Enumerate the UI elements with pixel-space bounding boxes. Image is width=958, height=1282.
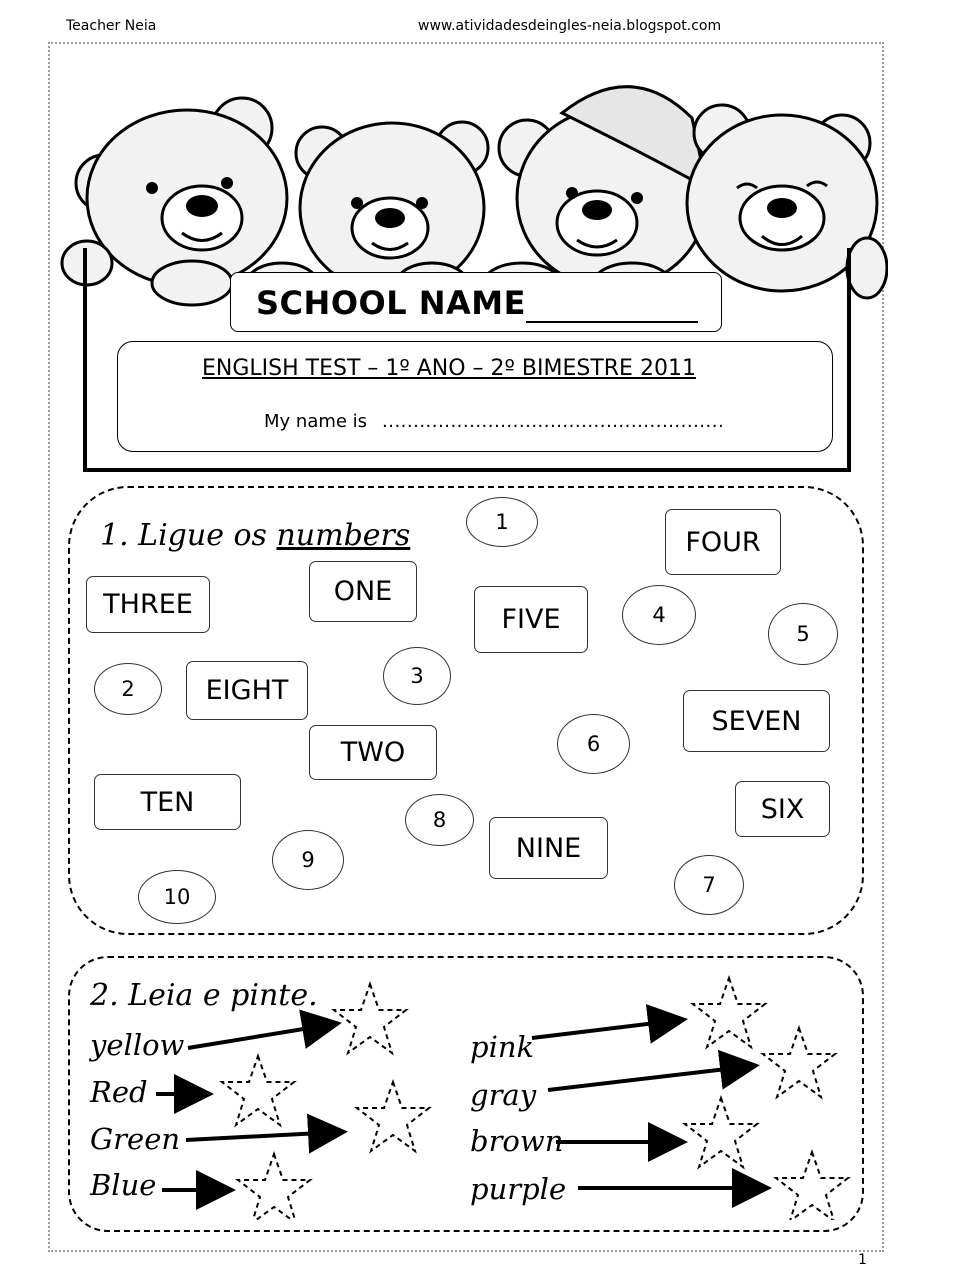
bear-1-eye-left: [146, 182, 158, 194]
word-box[interactable]: NINE: [489, 817, 608, 879]
word-box[interactable]: THREE: [86, 576, 210, 633]
number-oval[interactable]: 4: [622, 585, 696, 645]
page-number: 1: [858, 1252, 867, 1268]
name-label: My name is: [264, 411, 368, 432]
bear-2-eye-left: [351, 197, 363, 209]
arrows-and-stars: [0, 960, 958, 1220]
word-box[interactable]: ONE: [309, 561, 417, 622]
number-oval[interactable]: 1: [466, 497, 538, 547]
author-name: Teacher Neia: [66, 18, 157, 34]
number-oval[interactable]: 7: [674, 855, 744, 915]
section-2-heading: 2. Leia e pinte.: [90, 978, 318, 1013]
star-pink: [693, 978, 765, 1047]
star-purple: [776, 1152, 848, 1220]
bear-3-eye-right: [631, 192, 643, 204]
word-box[interactable]: TWO: [309, 725, 437, 780]
number-oval[interactable]: 6: [557, 714, 630, 774]
word-box[interactable]: SEVEN: [683, 690, 830, 752]
word-box[interactable]: SIX: [735, 781, 830, 837]
bear-1-nose: [186, 195, 218, 217]
arrow-green: [186, 1132, 340, 1140]
color-word: Red: [90, 1075, 148, 1109]
school-name-blank[interactable]: [526, 321, 698, 323]
section-1-heading-prefix: 1. Ligue os: [100, 518, 277, 553]
color-word: yellow: [90, 1028, 185, 1062]
paw-7: [847, 238, 887, 298]
test-title: ENGLISH TEST – 1º ANO – 2º BIMESTRE 2011: [202, 356, 696, 381]
bear-4-nose: [767, 198, 797, 218]
arrow-pink: [532, 1020, 680, 1038]
number-oval[interactable]: 3: [383, 647, 451, 705]
bear-2-eye-right: [416, 197, 428, 209]
word-box[interactable]: EIGHT: [186, 661, 308, 720]
number-oval[interactable]: 5: [768, 603, 838, 665]
section-1-heading: [100, 518, 410, 553]
number-oval[interactable]: 8: [405, 794, 474, 846]
bear-3-nose: [582, 200, 612, 220]
color-word: purple: [470, 1172, 567, 1206]
number-oval[interactable]: 2: [94, 663, 162, 715]
star-green: [357, 1082, 429, 1151]
color-word: Blue: [90, 1168, 157, 1202]
blog-url: www.atividadesdeingles-neia.blogspot.com: [418, 18, 722, 34]
star-yellow: [334, 984, 406, 1053]
name-blank[interactable]: .......................................................: [382, 411, 725, 432]
color-word: Green: [90, 1122, 181, 1156]
number-oval[interactable]: 9: [272, 830, 344, 890]
word-box[interactable]: FOUR: [665, 509, 781, 575]
arrow-yellow: [188, 1024, 334, 1048]
bear-2-nose: [375, 208, 405, 228]
color-word: pink: [470, 1030, 535, 1064]
section-1-heading-emph: numbers: [276, 518, 411, 553]
word-box[interactable]: FIVE: [474, 586, 588, 653]
number-oval[interactable]: 10: [138, 870, 216, 924]
star-blue: [238, 1154, 310, 1220]
word-box[interactable]: TEN: [94, 774, 241, 830]
star-red: [222, 1056, 294, 1125]
bear-1-eye-right: [221, 177, 233, 189]
star-gray: [763, 1028, 835, 1097]
school-name-label: SCHOOL NAME: [256, 284, 526, 322]
star-brown: [685, 1098, 757, 1167]
bear-3-eye-left: [566, 187, 578, 199]
color-word: brown: [470, 1124, 564, 1158]
arrow-gray: [548, 1066, 752, 1090]
color-word: gray: [470, 1078, 537, 1112]
